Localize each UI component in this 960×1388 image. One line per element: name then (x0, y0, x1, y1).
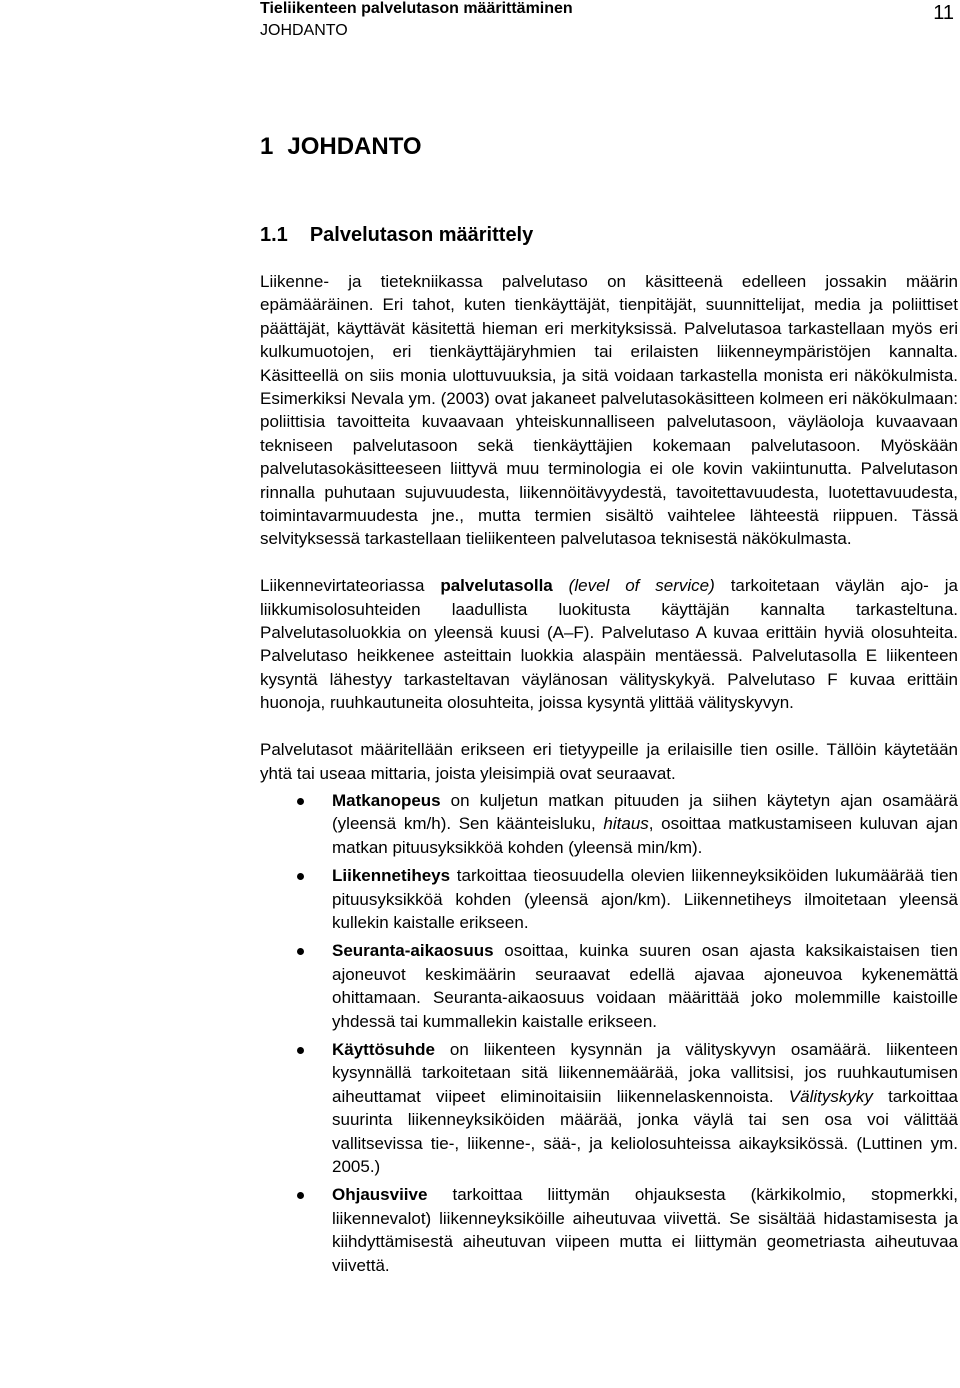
header-title: Tieliikenteen palvelutason määrittäminen (260, 0, 573, 17)
list-item-text: osoittaa, kuinka suuren osan ajasta kaksikaistaisen tien ajoneuvot keskimäärin seuraavat edellä ajavaa ajoneuvoa kykenemättä ohittamaan. Seuranta-aikaosuus voidaan määrittää joko molemmille kaistoille yhdessä tai kummallekin kaistalle erikseen. (332, 941, 958, 1031)
measure-list (260, 789, 958, 1277)
section-heading (260, 223, 533, 247)
list-item (260, 1183, 958, 1277)
body-text (260, 270, 958, 1282)
list-item-text: tarkoittaa liittymän ohjauksesta (kärkikolmio, stopmerkki, liikennevalot) liikenneyksiköille aiheutuvaa viivettä. Se sisältää hidastamisesta ja kiihdyttämisestä aiheutuvan viipeen mutta ei liittymän geometriasta aiheutuvaa viivettä. (332, 1185, 958, 1275)
list-item-text: on liikenteen kysynnän ja välityskyvyn osamäärä. liikenteen kysynnällä tarkoitetaan sitä liikennemäärää, joka vallitsisi, jos ruuhkautumisen aiheuttamat viipeet eliminoitaisiin liikennelaskennoista. (332, 1039, 958, 1106)
section-number: 1.1 (260, 224, 288, 246)
bullet-icon (297, 1192, 304, 1199)
bullet-icon (297, 1047, 304, 1054)
paragraph-2 (260, 574, 958, 714)
list-item-italic: hitaus (603, 814, 649, 834)
bullet-icon (297, 798, 304, 805)
list-item-term: Matkanopeus (332, 790, 441, 810)
section-title: Palvelutason määrittely (309, 224, 534, 246)
list-item-text-end: tarkoittaa suurinta liikenneyksiköiden määrää, jonka väylä tai sen osa voi välittää vallitsevissa tie-, liikenne-, sää-, ja keliolosuhteissa aikayksikössä. (Luttinen ym. 2005.) (332, 1086, 958, 1176)
header-section: JOHDANTO (260, 22, 348, 39)
chapter-heading (260, 133, 422, 161)
list-item-text-end: , osoittaa matkustamiseen kuluvan ajan matkan pituusyksikköä kohden (yleensä min/km). (332, 814, 958, 857)
list-item-term: Käyttösuhde (332, 1039, 435, 1059)
paragraph-2-start: Liikennevirtateoriassa (260, 576, 441, 596)
list-item (260, 1038, 958, 1178)
chapter-title: JOHDANTO (287, 133, 422, 160)
list-item-term: Liikennetiheys (332, 866, 451, 886)
page-number: 11 (933, 2, 954, 24)
list-item (260, 939, 958, 1033)
paragraph-1: Liikenne- ja tietekniikassa palvelutaso on käsitteenä edelleen jossakin määrin epämääräinen. Eri tahot, kuten tienkäyttäjät, tienpitäjät, suunnittelijat, media ja poliittiset päättäjät, käyttävät käsitettä hieman eri merkityksissä. Palvelutasoa tarkastellaan myös eri kulkumuotojen, eri tienkäyttäjäryhmien tai erilaisten liikenneympäristöjen kannalta. Käsitteellä on siis monia ulottuvuuksia, ja sitä voidaan tarkastella monista eri näkökulmista. Esimerkiksi Nevala ym. (2003) ovat jakaneet palvelutasokäsitteen kolmeen eri näkökulmaan: poliittisia tavoitteita kuvaavaan yhteiskunnalliseen palvelutasoon, väyläoloja kuvaavaan tekniseen palvelutasoon sekä tienkäyttäjien kokemaan palvelutasoon. Myöskään palvelutasokäsitteeseen liittyvä muu terminologia ei ole kovin vakiintunutta. Palvelutason rinnalla puhutaan sujuvuudesta, liikennöitävyydestä, tavoitettavuudesta, luotettavuudesta, toimintavarmuudesta jne., mutta termien sisältö vaihtelee lähteestä riippuen. Tässä selvityksessä tarkastellaan tieliikenteen palvelutasoa teknisestä näkökulmasta. (260, 272, 958, 549)
paragraph-2-rest: tarkoitetaan väylän ajo- ja liikkumisolosuhteiden laadullista luokitusta käyttäjän kannalta tarkasteltuna. Palvelutasoluokkia on yleensä kuusi (A–F). Palvelutaso A kuvaa erittäin hyviä olosuhteita. Palvelutaso heikkenee asteittain luokkia alaspäin mentäessä. Palvelutasolla E liikenteen kysyntä lähestyy tarkasteltavan väylänosan välityskykyä. Palvelutaso F kuvaa erittäin huonoja, ruuhkautuneita olosuhteita, joissa kysyntä ylittää välityskyvyn. (260, 576, 958, 713)
chapter-number: 1 (260, 133, 274, 160)
paragraph-3: Palvelutasot määritellään erikseen eri tietyypeille ja erilaisille tien osille. Tällöin käytetään yhtä tai useaa mittaria, joista yleisimpiä ovat seuraavat. (260, 740, 958, 783)
bullet-icon (297, 873, 304, 880)
list-item-text: tarkoittaa tieosuudella olevien liikenneyksiköiden lukumäärää tien pituusyksikköä kohden (yleensä ajon/km). Liikennetiheys ilmoitetaan yleensä kullekin kaistalle erikseen. (332, 866, 958, 932)
list-item-term: Ohjausviive (332, 1185, 428, 1205)
list-item (260, 789, 958, 859)
list-item-term: Seuranta-aikaosuus (332, 941, 494, 961)
term-palvelutasolla: palvelutasolla (440, 576, 553, 596)
term-level-of-service: (level of service) (568, 576, 715, 596)
bullet-icon (297, 948, 304, 955)
list-item (260, 864, 958, 934)
list-item-text: on kuljetun matkan pituuden ja siihen käytetyn ajan osamäärä (yleensä km/h). Sen käänteisluku, (332, 790, 958, 834)
list-item-italic: Välityskyky (788, 1086, 873, 1106)
